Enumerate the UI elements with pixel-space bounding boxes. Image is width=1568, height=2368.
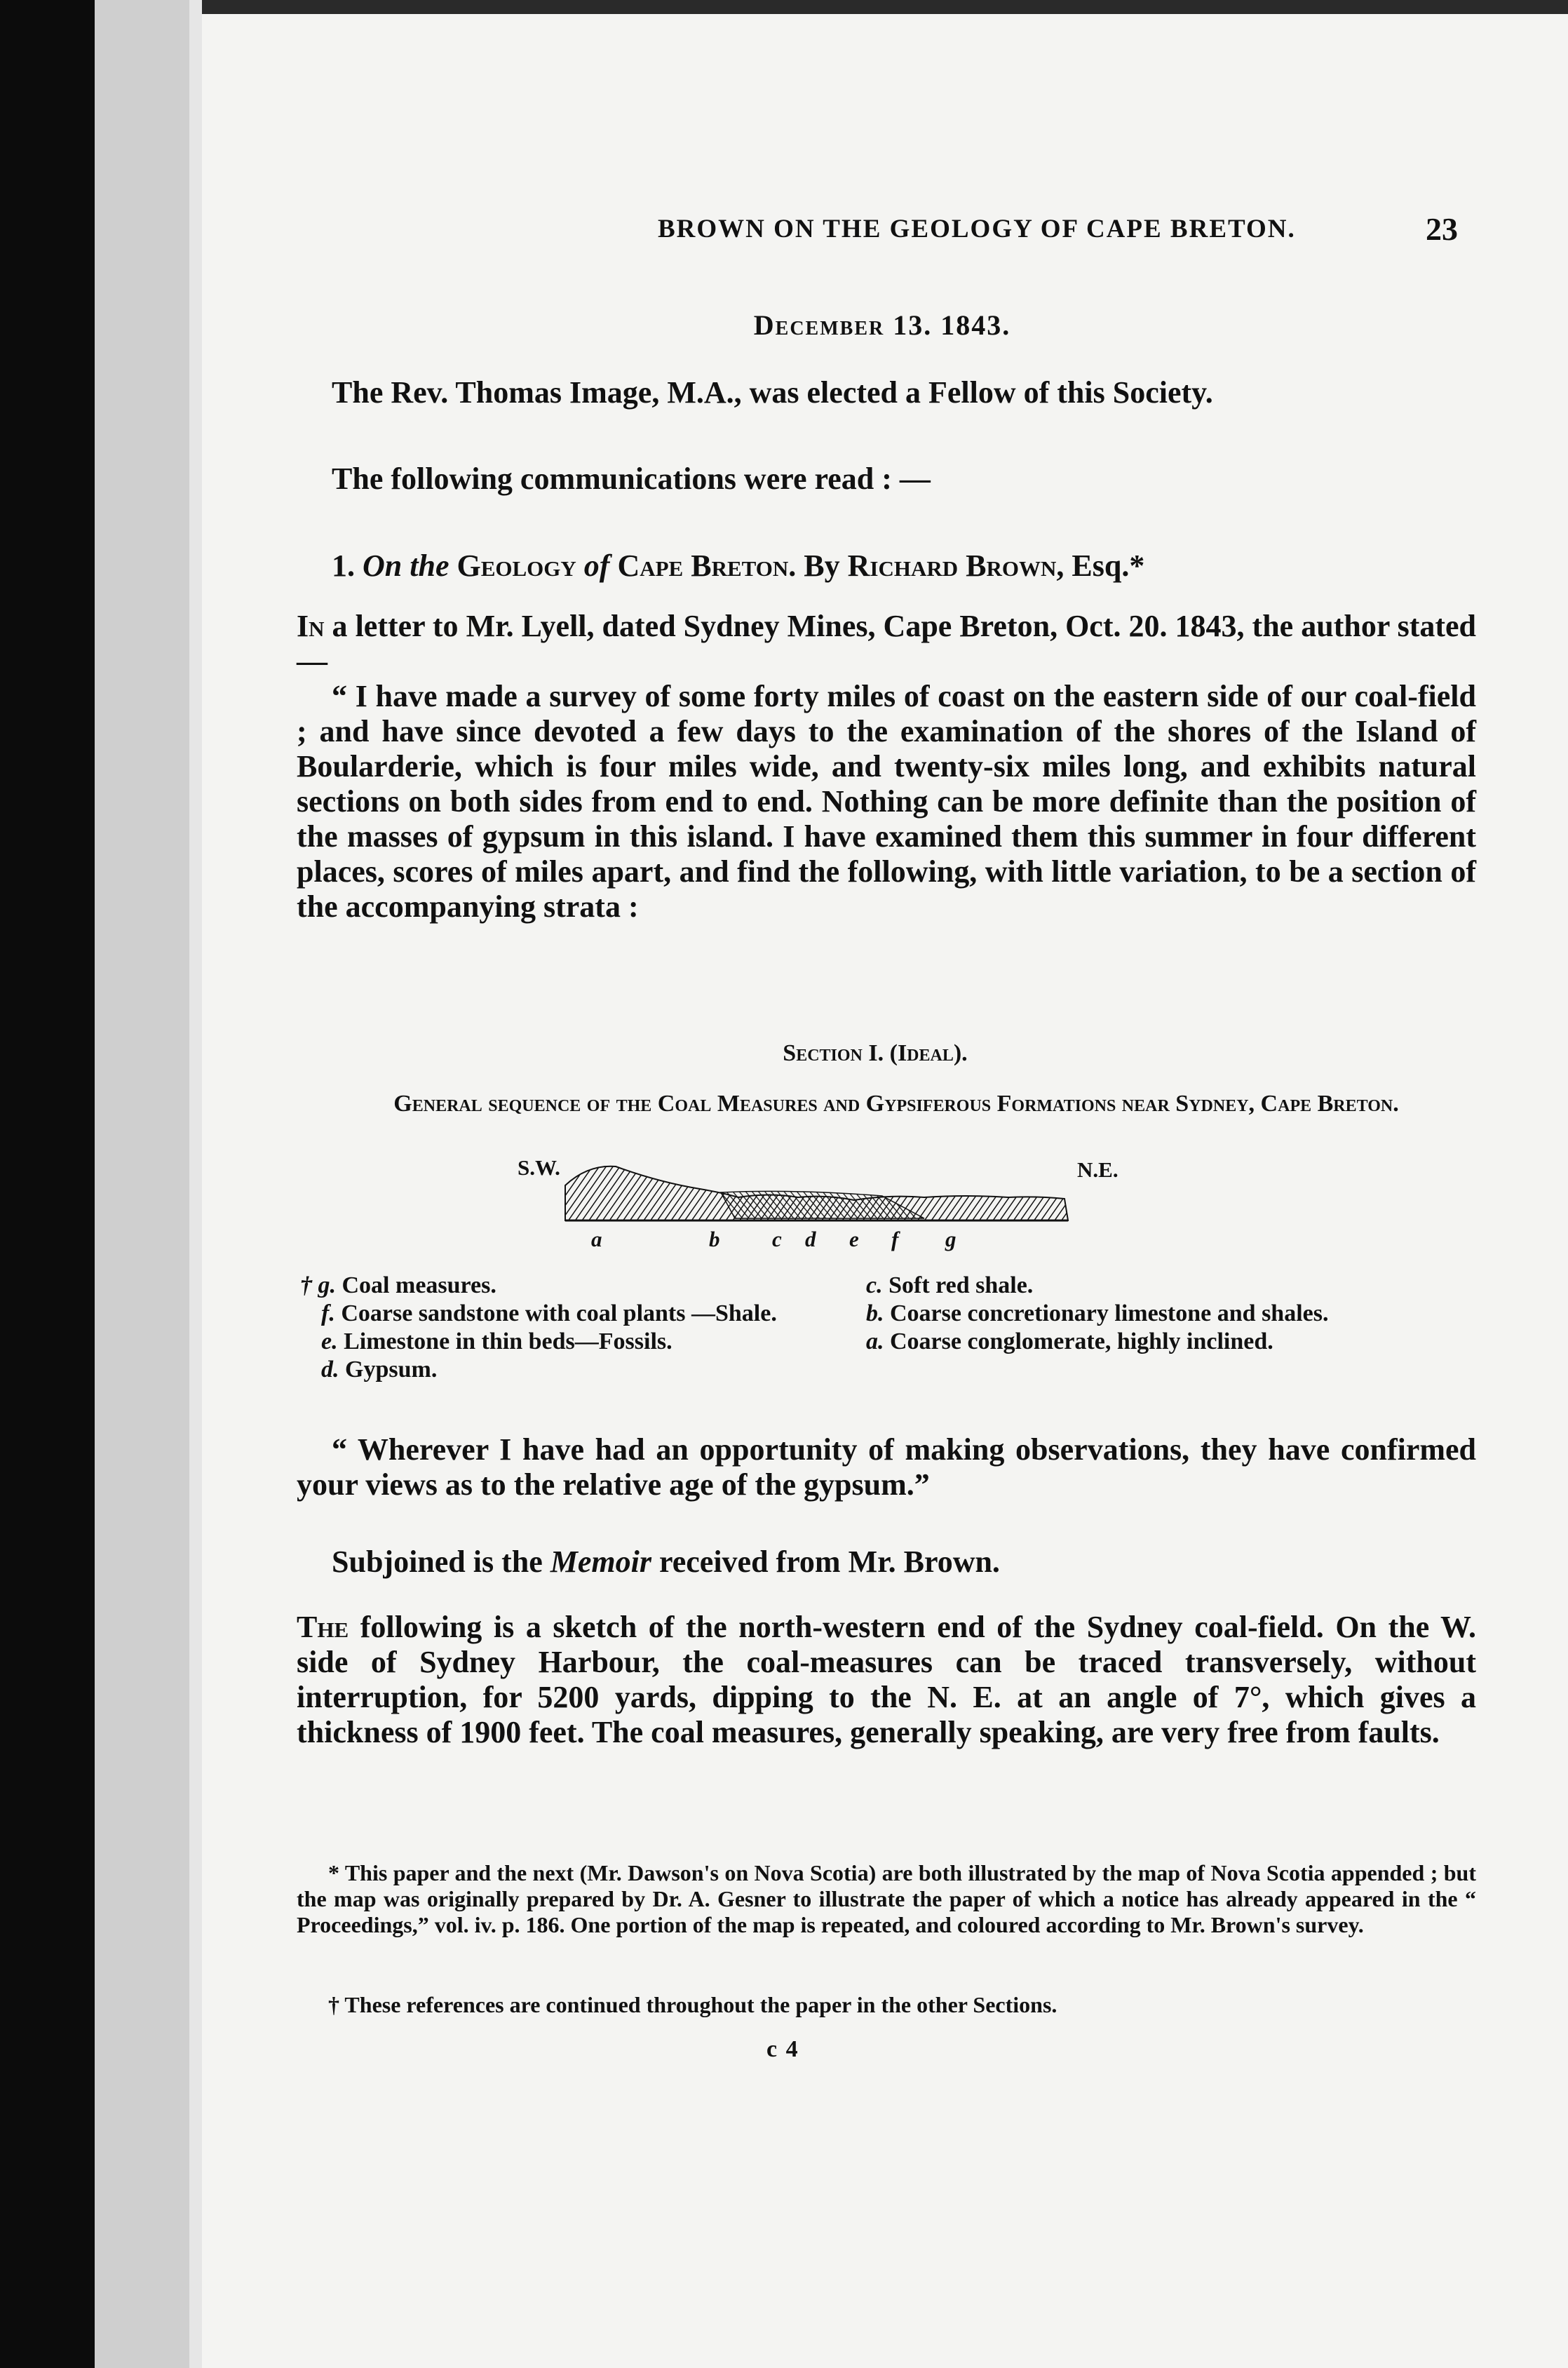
letter-drop-word: In (297, 609, 325, 643)
subjoined-after: received from Mr. Brown. (659, 1545, 1000, 1579)
legend-item (844, 1328, 1489, 1356)
paper-author: Richard Brown, (847, 549, 1065, 583)
strata-section-diagram (560, 1154, 1093, 1227)
legend-key: e. (321, 1328, 338, 1354)
section-label-sw: S.W. (518, 1155, 560, 1180)
paper-number: 1. (332, 549, 355, 583)
section-title: Section I. (Ideal). (783, 1040, 968, 1066)
letter-quote: “ I have made a survey of some forty miles of coast on the eastern side of our coal-field ; and have since devoted a few days to the examination of the shores of the Island of Boularderie, which is four miles wide, and twenty-six miles long, and exhibits natural sections on both sides from end to end. Nothing can be more definite than the position of the masses of gypsum in this island. I have examined them this summer in four different places, scores of miles apart, and find the following, with little variation, to be a section of the accompanying strata : (297, 679, 1476, 924)
legend-text: Coal measures. (342, 1272, 496, 1298)
paper-heading-on-the: On the (363, 549, 450, 583)
memoir-text: following is a sketch of the north-western end of the Sydney coal-field. On the W. side of Sydney Harbour, the coal-measures can be traced transversely, without interruption, for 5200 yards, dipping to the N. E. at an angle of 7°, which gives a thickness of 1900 feet. The coal measures, generally speaking, are very free from faults. (297, 1610, 1477, 1749)
strata-letter-f: f (891, 1227, 899, 1251)
legend-text: Coarse sandstone with coal plants —Shale. (341, 1300, 777, 1326)
communications-intro: The following communications were read : — (332, 462, 931, 496)
legend-text: Limestone in thin beds—Fossils. (344, 1328, 673, 1354)
legend-text: Soft red shale. (888, 1272, 1034, 1298)
letter-intro-text: a letter to Mr. Lyell, dated Sydney Mines, Cape Breton, Oct. 20. 1843, the author stated — (297, 609, 1476, 678)
strata-letter-c: c (772, 1227, 782, 1251)
legend-item (844, 1300, 1489, 1328)
scan-page-edge (189, 0, 202, 2368)
legend-key: c. (866, 1272, 883, 1298)
signature-mark: c 4 (766, 2036, 799, 2062)
legend-key: f. (321, 1300, 335, 1326)
section-label-ne: N.E. (1077, 1157, 1118, 1182)
strata-letters (591, 1227, 1005, 1255)
strata-letter-b: b (709, 1227, 720, 1251)
election-notice: The Rev. Thomas Image, M.A., was elected a Fellow of this Society. (332, 375, 1213, 410)
paper-heading-suffix: Esq.* (1072, 549, 1145, 583)
running-title: BROWN ON THE GEOLOGY OF CAPE BRETON. (658, 215, 1296, 243)
paper-heading-geology: Geology (457, 549, 576, 583)
scan-gutter (95, 0, 200, 2368)
legend-key: a. (866, 1328, 884, 1354)
paper-heading-of: of (583, 549, 610, 583)
letter-intro (297, 609, 1476, 679)
legend-key: † g. (300, 1272, 336, 1298)
subjoined-before: Subjoined is the (332, 1545, 543, 1579)
paper-heading (297, 549, 1476, 584)
footnote-star: * This paper and the next (Mr. Dawson's on Nova Scotia) are both illustrated by the map of Nova Scotia appended ; but the map was originally prepared by Dr. A. Gesner to illustrate the paper of which a notice has already appeared in the “ Proceedings,” vol. iv. p. 186. One portion of the map is repeated, and coloured according to Mr. Brown's survey. (297, 1860, 1476, 1937)
strata-gypsum-layers (721, 1191, 924, 1218)
legend-right (844, 1272, 1489, 1356)
legend-text: Coarse concretionary limestone and shales. (890, 1300, 1329, 1326)
subjoined-line (297, 1545, 1476, 1580)
memoir-drop-word: The (297, 1610, 349, 1644)
legend-item (300, 1356, 882, 1384)
subjoined-memoir: Memoir (550, 1545, 651, 1579)
closing-quote: “ Wherever I have had an opportunity of making observations, they have confirmed your views as to the relative age of the gypsum.” (297, 1432, 1476, 1502)
page-number: 23 (1426, 211, 1458, 247)
legend-item (300, 1272, 882, 1300)
legend-item (300, 1328, 882, 1356)
legend-text: Coarse conglomerate, highly inclined. (890, 1328, 1273, 1354)
legend-key: d. (321, 1357, 339, 1383)
section-description: General sequence of the Coal Measures and Gypsiferous Formations near Sydney, Cape Breton. (393, 1091, 1399, 1117)
book-page (202, 14, 1568, 2368)
strata-letter-e: e (849, 1227, 859, 1251)
strata-letter-g: g (945, 1227, 957, 1251)
legend-text: Gypsum. (345, 1357, 438, 1383)
paper-heading-by: By (804, 549, 840, 583)
strata-letter-a: a (591, 1227, 602, 1251)
legend-left (300, 1272, 882, 1384)
strata-letter-d: d (805, 1227, 816, 1251)
legend-item (844, 1272, 1489, 1300)
legend-item (300, 1300, 882, 1328)
meeting-date: December 13. 1843. (753, 309, 1011, 341)
memoir-paragraph (297, 1610, 1476, 1750)
paper-heading-place: Cape Breton. (617, 549, 797, 583)
legend-key: b. (866, 1300, 884, 1326)
scan-dark-border (0, 0, 95, 2368)
footnote-dagger: † These references are continued throughout the paper in the other Sections. (328, 1992, 1057, 2017)
